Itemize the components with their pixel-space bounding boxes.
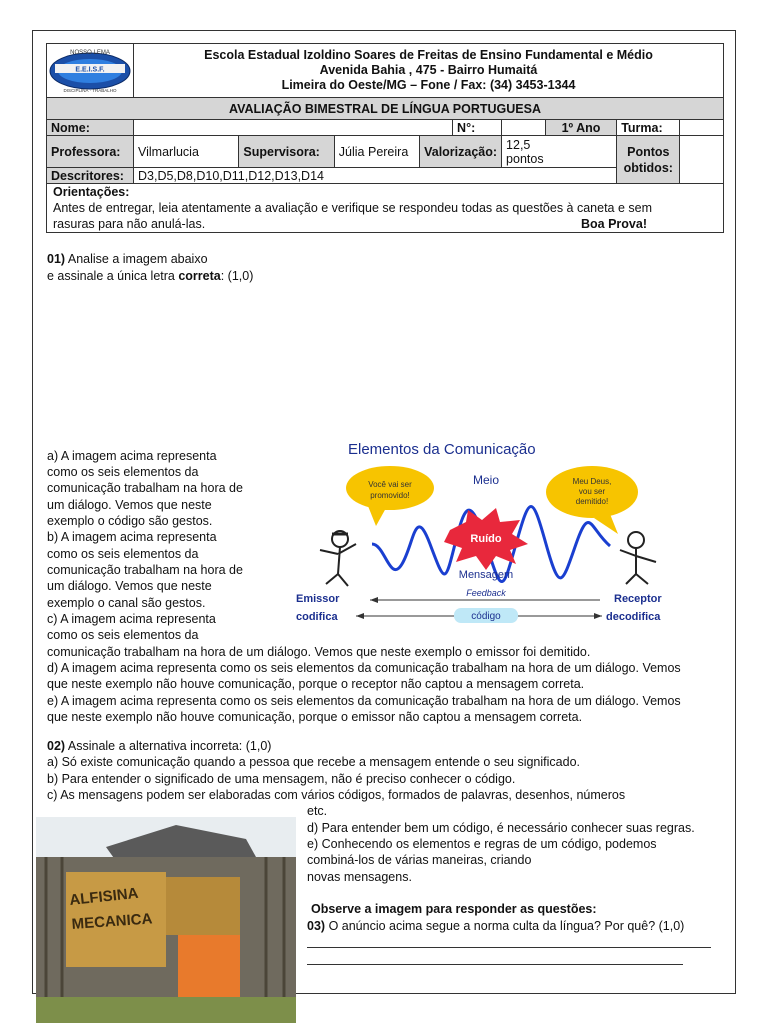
q2-number: 02) [47,739,66,753]
q2-prompt: Assinale a alternativa incorreta: (1,0) [67,739,272,753]
valuation-value-number: 12,5 [506,137,531,152]
bubble-left-line2: promovido! [370,491,410,500]
class-label: Turma: [617,120,680,136]
sign-line2: MECANICA [71,910,153,933]
exam-header [46,43,724,233]
q3-question-line [307,918,684,934]
q2-line: a) Só existe comunicação quando a pessoa que recebe a mensagem entende o seu significado. [47,755,580,769]
points-field[interactable] [680,136,724,184]
q1-option-line: exemplo o código são gestos. [47,514,213,528]
q1-option-line: como os seis elementos da [47,628,199,642]
q2-line: etc. [307,804,328,818]
q1-option-line: comunicação trabalham na hora de um diálogo. Vemos que neste exemplo o emissor foi demitido. [47,645,591,659]
orientation-title: Orientações: [53,185,130,199]
q2-line: e) Conhecendo os elementos e regras de um código, podemos [307,837,657,851]
q2-line: combiná-los de várias maneiras, criando [307,853,532,867]
label-ruido: Ruído [470,533,502,545]
exam-title: AVALIAÇÃO BIMESTRAL DE LÍNGUA PORTUGUESA [47,98,724,120]
supervisor-label: Supervisora: [239,136,334,168]
q1-prompt-2: e assinale a única letra [47,269,179,283]
name-field[interactable] [134,120,453,136]
sender-person-icon [320,531,356,586]
q1-option-line: como os seis elementos da [47,547,199,561]
q1-prompt-3: : (1,0) [220,269,254,283]
q1-option-line: como os seis elementos da [47,465,199,479]
school-logo-cell [47,44,134,98]
label-decodifica: decodifica [606,611,661,623]
school-info [134,44,724,98]
school-city-phone: Limeira do Oeste/MG – Fone / Fax: (34) 3453-1344 [281,78,576,92]
q3-question: O anúncio acima segue a norma culta da língua? Por quê? (1,0) [328,919,685,933]
valuation-label: Valorização: [420,136,502,168]
q1-option-line: um diálogo. Vemos que neste [47,498,212,512]
descriptors-label: Descritores: [47,168,134,184]
school-name: Escola Estadual Izoldino Soares de Freitas de Ensino Fundamental e Médio [204,48,653,62]
sign-line1: ALFISINA [68,884,140,909]
q1-option-line: a) A imagem acima representa [47,449,217,463]
figure-title: Elementos da Comunicação [348,441,536,458]
bubble-right-line1: Meu Deus, [572,477,612,486]
code-arrowhead-left-icon [356,613,364,619]
number-field[interactable] [502,120,546,136]
q1-option-line: e) A imagem acima representa como os seis elementos da comunicação trabalham na hora de um diálogo. Vemos [47,694,681,708]
mechanic-shop-photo-icon [36,817,296,1023]
points-label-line1: Pontos [627,144,670,159]
label-mensagem: Mensagem [458,569,514,581]
q1-option-line: que neste exemplo não houve comunicação, porque o receptor não captou a mensagem correta. [47,677,585,691]
q1-option-line: um diálogo. Vemos que neste [47,579,212,593]
valuation-value-unit: pontos [506,151,544,166]
number-label: N°: [453,120,502,136]
q2-line: d) Para entender bem um código, é necessário conhecer suas regras. [307,821,695,835]
bubble-right-line3: demitido! [575,497,609,506]
answer-line-1[interactable] [307,947,711,948]
q1-option-line: comunicação trabalham na hora de [47,563,243,577]
good-luck: Boa Prova! [581,217,647,231]
class-field[interactable] [680,120,724,136]
logo-motto: NOSSO LEMA [70,50,110,56]
q1-line1 [47,251,208,267]
label-emissor: Emissor [296,593,340,605]
teacher-label: Professora: [47,136,134,168]
orientations [47,184,724,233]
descriptors-value: D3,D5,D8,D10,D11,D12,D13,D14 [134,168,617,184]
code-arrowhead-right-icon [594,613,602,619]
q1-option-line: d) A imagem acima representa como os seis elementos da comunicação trabalham na hora de um diálogo. Vemos [47,661,681,675]
bubble-right-line2: vou ser [578,487,606,496]
label-codigo: código [471,611,501,622]
q3-observe: Observe a imagem para responder as questões: [311,902,597,916]
q2-line: c) As mensagens podem ser elaboradas com vários códigos, formados de palavras, desenhos, números [47,788,626,802]
communication-diagram [290,434,696,634]
label-meio: Meio [472,473,500,487]
label-feedback: Feedback [466,588,506,598]
orientation-line1: Antes de entregar, leia atentamente a avaliação e verifique se respondeu todas as questões à caneta e sem [53,201,653,215]
q2-line: novas mensagens. [307,870,412,884]
q1-option-line: que neste exemplo não houve comunicação, porque o emissor não captou a mensagem correta. [47,710,583,724]
supervisor-value: Júlia Pereira [334,136,419,168]
q3-number: 03) [307,919,326,933]
bubble-left-line1: Você vai ser [368,480,412,489]
logo-sub: DISCIPLINA · TRABALHO [63,88,117,93]
school-address: Avenida Bahia , 475 - Bairro Humaitá [319,63,538,77]
school-logo-icon [47,44,133,94]
q1-prompt-bold: correta [178,269,221,283]
q2-line: b) Para entender o significado de uma mensagem, não é preciso conhecer o código. [47,772,516,786]
mechanic-shop-photo [36,817,296,1023]
orientation-line2: rasuras para não anulá-las. [53,217,206,231]
points-label-line2: obtidos: [623,160,673,175]
label-codifica: codifica [296,611,338,623]
q1-line2 [47,268,253,284]
orientation-line2-row [53,216,717,232]
logo-band: E.E.I.S.F. [75,66,105,74]
q1-option-line: b) A imagem acima representa [47,530,217,544]
name-label: Nome: [47,120,134,136]
q1-prompt-1: Analise a imagem abaixo [67,252,208,266]
receiver-person-icon [620,532,656,584]
valuation-value [502,136,617,168]
grade-value: 1º Ano [545,120,616,136]
answer-line-2[interactable] [307,964,683,965]
q2-prompt-line [47,738,271,754]
q1-option-line: c) A imagem acima representa [47,612,216,626]
q1-option-line: comunicação trabalham na hora de [47,481,243,495]
q1-number: 01) [47,252,66,266]
label-receptor: Receptor [614,593,662,605]
q1-option-line: exemplo o canal são gestos. [47,596,206,610]
feedback-arrowhead-icon [370,597,378,603]
teacher-value: Vilmarlucia [134,136,239,168]
points-label [617,136,680,184]
